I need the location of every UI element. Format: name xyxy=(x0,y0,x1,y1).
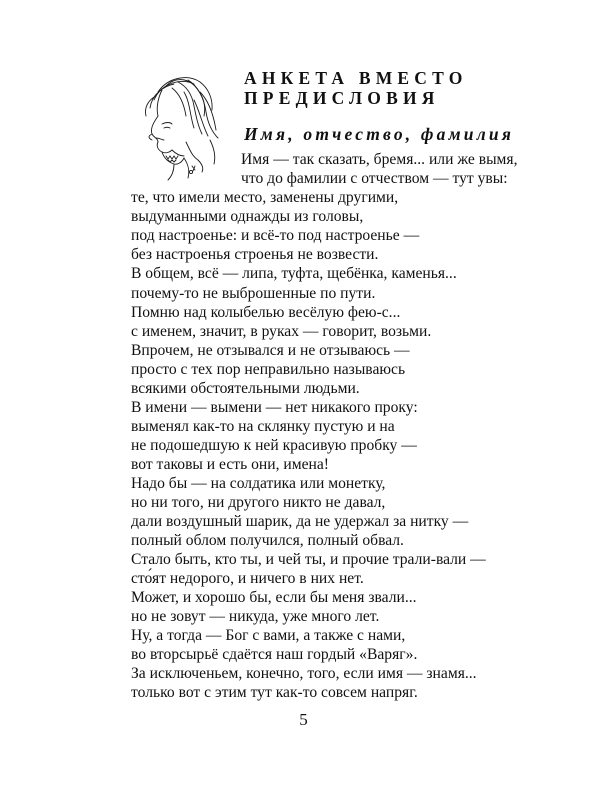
poem-line: В имени — вымени — нет никакого проку: xyxy=(131,399,418,416)
poem-line: только вот с этим тут как-то совсем напряг. xyxy=(131,684,418,701)
poem-line: те, что имели место, заменены другими, xyxy=(131,189,399,206)
title-line-2: ПРЕДИСЛОВИЯ xyxy=(244,88,440,108)
poem-line: вот таковы и есть они, имена! xyxy=(131,456,329,473)
poem-line: Может, и хорошо бы, если бы меня звали... xyxy=(131,589,417,606)
poem-line: полный облом получился, полный обвал. xyxy=(131,532,404,549)
poem-line: под настроенье: и всё-то под настроенье — xyxy=(131,227,420,244)
poem-line: В общем, всё — липа, туфта, щебёнка, каменья... xyxy=(131,265,457,282)
poem-line: почему-то не выброшенные по пути. xyxy=(131,285,376,302)
poem-line: всякими обстоятельными людьми. xyxy=(131,380,360,397)
poem-line: сто́ят недорого, и ничего в них нет. xyxy=(131,570,364,587)
poem-line: дали воздушный шарик, да не удержал за нитку — xyxy=(131,513,469,530)
subtitle: Имя, отчество, фамилия xyxy=(244,124,515,144)
poem-line: За исключеньем, конечно, того, если имя — знамя... xyxy=(131,665,477,682)
page-number: 5 xyxy=(299,710,308,729)
poem-line: выдуманными однажды из головы, xyxy=(131,208,364,225)
title xyxy=(244,68,468,108)
poem-line: Надо бы — на солдатика или монетку, xyxy=(131,475,386,492)
poem-line: Ну, а тогда — Бог с вами, а также с нами, xyxy=(131,627,406,644)
poem-line: но ни того, ни другого никто не давал, xyxy=(131,494,386,511)
poem-line: Помню над колыбелью весёлую фею-с... xyxy=(131,304,401,321)
poem-line: просто с тех пор неправильно называюсь xyxy=(131,361,406,378)
poem-line: без настроенья строенья не возвести. xyxy=(131,246,379,263)
ink-portrait-sketch-icon xyxy=(128,72,228,182)
poem-line: но не зовут — никуда, уже много лет. xyxy=(131,608,380,625)
poem-line: Впрочем, не отзывался и не отзываюсь — xyxy=(131,342,410,359)
poem-line: во вторсырьё сдаётся наш гордый «Варяг». xyxy=(131,646,418,663)
poem-line: не подошедшую к ней красивую пробку — xyxy=(131,437,417,454)
poem-line: Имя — так сказать, бремя... или же вымя, xyxy=(241,151,518,168)
poem-line: с именем, значит, в руках — говорит, возьми. xyxy=(131,323,432,340)
poem-line: что до фамилии с отчеством — тут увы: xyxy=(241,170,508,187)
title-line-1: АНКЕТА ВМЕСТО xyxy=(244,68,468,88)
poem-line: Стало быть, кто ты, и чей ты, и прочие трали-вали — xyxy=(131,551,486,568)
poem-line: выменял как-то на склянку пустую и на xyxy=(131,418,395,435)
